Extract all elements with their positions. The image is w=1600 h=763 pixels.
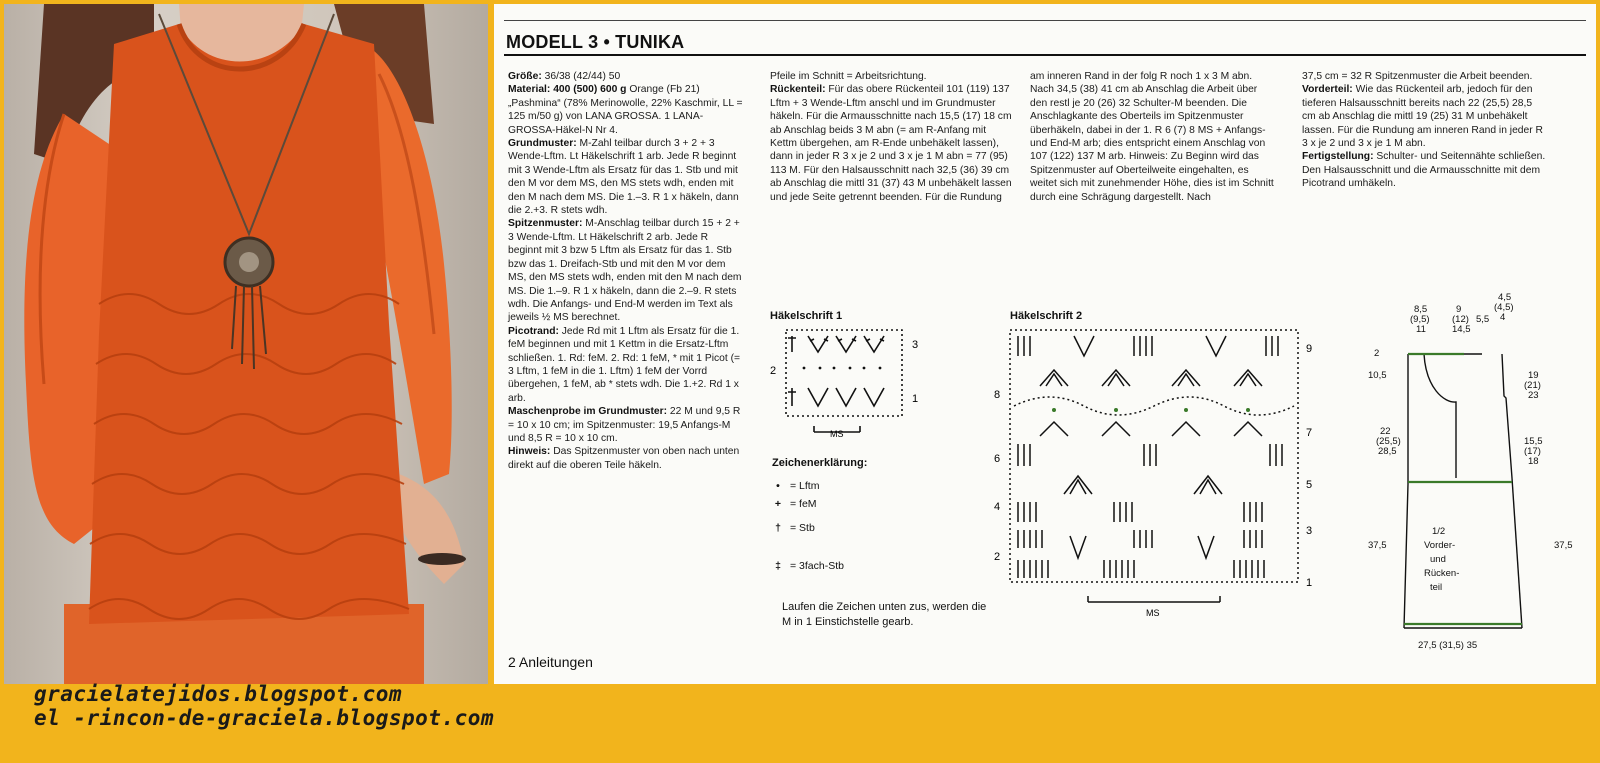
svg-text:9: 9	[1456, 304, 1462, 315]
instruction-text: 22 M und 9,5 R = 10 x 10 cm; im Spitzenmuster: 19,5 Anfangs-M und 8,5 R = 10 x 10 cm.	[508, 406, 741, 444]
d2-row-9: 9	[1306, 343, 1313, 355]
garment-schematic	[1364, 288, 1596, 658]
instruction-label: Spitzenmuster:	[508, 218, 583, 230]
instruction-paragraph	[508, 137, 744, 217]
instruction-label: Hinweis:	[508, 446, 551, 458]
svg-text:27,5 (31,5) 35: 27,5 (31,5) 35	[1418, 640, 1478, 651]
legend-symbol: +	[774, 498, 782, 510]
svg-text:19: 19	[1528, 370, 1539, 381]
d2-row-1: 1	[1306, 577, 1313, 589]
legend-label: = Stb	[790, 522, 815, 534]
text-column-4	[1302, 70, 1548, 191]
d1-row-1: 1	[912, 393, 919, 405]
legend-symbol: •	[776, 480, 780, 492]
text-column-2	[770, 70, 1012, 204]
instruction-text: Das Spitzenmuster von oben nach unten direkt auf die oberen Teile häkeln.	[508, 446, 740, 471]
instruction-paragraph	[1302, 83, 1548, 150]
instruction-label: Fertigstellung:	[1302, 151, 1374, 163]
legend-label: = Lftm	[790, 480, 820, 492]
instruction-text: Schulter- und Seitennähte schließen. Den Halsausschnitt und die Armausschnitte mit dem Picotrand umhäkeln.	[1302, 151, 1546, 190]
svg-text:(9,5): (9,5)	[1410, 314, 1430, 325]
svg-text:10,5: 10,5	[1368, 370, 1387, 381]
svg-text:18: 18	[1528, 456, 1539, 467]
title-underline	[504, 54, 1586, 56]
instruction-text: M-Anschlag teilbar durch 15 + 2 + 3 Wende-Lftm. Lt Häkelschrift 2 arb. Jede R beginnt mit 3 bzw 5 Lftm als Ersatz für das 1. Stb bzw das 1. Dreifach-Stb und mit den M vor dem MS, den MS stets wdh, enden mit den M nach dem MS. Die 1.–9. R 1 x häkeln, dann die 2.–9. R stets wdh. Die Anfangs- und End-M werden im Text als jeweils ½ MS berechnet.	[508, 218, 742, 324]
svg-text:teil: teil	[1430, 582, 1443, 593]
instruction-paragraph	[508, 405, 744, 445]
svg-text:37,5: 37,5	[1554, 540, 1573, 551]
diagram-1-title: Häkelschrift 1	[770, 310, 843, 322]
legend-label: = 3fach-Stb	[790, 560, 844, 572]
instruction-label: Grundmuster:	[508, 138, 577, 150]
svg-text:Vorder-: Vorder-	[1424, 540, 1456, 551]
title-rule	[504, 20, 1586, 21]
tunic-photo-illustration	[4, 4, 488, 684]
crochet-chart-1	[764, 326, 934, 446]
svg-text:(25,5): (25,5)	[1376, 436, 1401, 447]
svg-text:2: 2	[1374, 348, 1380, 359]
d1-row-2: 2	[770, 365, 777, 377]
legend-item-fem	[772, 498, 817, 510]
crochet-chart-2	[984, 326, 1340, 626]
pattern-page	[494, 4, 1596, 684]
diagram-2-title: Häkelschrift 2	[1010, 310, 1083, 322]
d2-row-4: 4	[994, 501, 1001, 513]
svg-text:4: 4	[1500, 312, 1506, 323]
instruction-text: am inneren Rand in der folg R noch 1 x 3 M abn. Nach 34,5 (38) 41 cm ab Anschlag die Arbeit über den restl je 20 (26) 32 Schulter-M beenden. Die Anschlagkante des Oberteils im Spitzenmuster überhäkeln, dabei in der 1. R 6 (7) 8 MS + Anfangs- und End-M arb; dies entspricht einem Anschlag von 107 (122) 137 M arb. Hinweis: Zu Beginn wird das Spitzenmuster auf Oberteilweite eingehalten, es weitet sich mit zunehmender Höhe, dies ist im Schnitt durch eine Schrägung dargestellt. Nach	[1030, 71, 1274, 203]
d1-repeat-label: MS	[830, 429, 844, 439]
text-column-1	[508, 70, 744, 472]
instruction-text: Orange (Fb 21) „Pashmina“ (78% Merinowolle, 22% Kaschmir, LL = 125 m/50 g) von LANA GROSSA. 1 LANA-GROSSA-Häkel-N Nr 4.	[508, 84, 743, 136]
legend-title: Zeichenerklärung:	[772, 457, 868, 469]
instruction-text: Für das obere Rückenteil 101 (119) 137 Lftm + 3 Wende-Lftm anschl und im Grundmuster häkeln. Für die Armausschnitte nach 15,5 (17) 18 cm ab Anschlag beids 3 M abn (= am R-Anfang mit Kettm übergehen, am R-Ende unbehäkelt lassen), dann in jeder R 3 x je 2 und 3 x je 1 M abn = 77 (95) 113 M. Für den Halsausschnitt nach 32,5 (36) 39 cm ab Anschlag die mittl 31 (37) 43 M unbehäkelt lassen und jede Seite getrennt beenden. Für die Rundung	[770, 84, 1012, 203]
svg-text:37,5: 37,5	[1368, 540, 1387, 551]
svg-text:23: 23	[1528, 390, 1539, 401]
text-column-3	[1030, 70, 1276, 204]
instruction-text: M-Zahl teilbar durch 3 + 2 + 3 Wende-Lftm. Lt Häkelschrift 1 arb. Jede R beginnt mit 3 Wende-Lftm als Ersatz für das 1. Stb und mit den M vor dem MS, den MS stets wdh, enden mit den M nach dem MS. Die 1.–3. R 1 x häkeln, dann die 2.+3. R stets wdh.	[508, 138, 739, 217]
instruction-paragraph	[1030, 70, 1276, 204]
legend-item-lftm	[772, 480, 819, 492]
svg-text:15,5: 15,5	[1524, 436, 1543, 447]
instruction-label: Picotrand:	[508, 325, 559, 337]
instruction-paragraph	[508, 325, 744, 405]
d2-repeat-label: MS	[1146, 608, 1160, 618]
svg-text:5,5: 5,5	[1476, 314, 1490, 325]
svg-text:8,5: 8,5	[1414, 304, 1428, 315]
svg-text:28,5: 28,5	[1378, 446, 1397, 457]
d2-row-8: 8	[994, 389, 1001, 401]
instruction-label: Maschenprobe im Grundmuster:	[508, 406, 668, 418]
legend-symbol: †	[775, 522, 781, 534]
instruction-paragraph	[508, 83, 744, 137]
instruction-label: Rückenteil:	[770, 84, 826, 96]
svg-text:14,5: 14,5	[1452, 324, 1471, 335]
svg-text:(12): (12)	[1452, 314, 1469, 325]
instruction-label: Größe:	[508, 71, 542, 82]
d2-row-2: 2	[994, 551, 1001, 563]
legend-item-3fach-stb	[772, 560, 844, 572]
legend-note: Laufen die Zeichen unten zus, werden die M in 1 Einstichstelle gearb.	[782, 601, 987, 628]
legend-label: = feM	[790, 498, 817, 510]
page-title: MODELL 3 • TUNIKA	[506, 32, 685, 52]
instruction-text: 37,5 cm = 32 R Spitzenmuster die Arbeit beenden.	[1302, 71, 1533, 82]
instruction-text: Jede Rd mit 1 Lftm als Ersatz für die 1. feM beginnen und mit 1 Kettm in die Ersatz-Lftm schließen. 1. Rd: feM. 2. Rd: 1 feM, * mit 1 Picot (= 3 Lftm, 1 feM in die 1. Lftm) 1 feM der Vorrd übergehen, 1 feM, ab * stets wdh. Die 1.+2. Rd 1 x arb.	[508, 325, 741, 404]
instruction-paragraph	[508, 445, 744, 472]
instruction-text: 36/38 (42/44) 50	[541, 71, 621, 82]
d2-row-3: 3	[1306, 525, 1313, 537]
d2-row-5: 5	[1306, 479, 1313, 491]
instruction-label: Vorderteil:	[1302, 84, 1353, 96]
d2-row-6: 6	[994, 453, 1001, 465]
svg-text:(4,5): (4,5)	[1494, 302, 1514, 313]
svg-text:(21): (21)	[1524, 380, 1541, 391]
legend-item-stb	[772, 522, 815, 534]
svg-text:(17): (17)	[1524, 446, 1541, 457]
instruction-text: Pfeile im Schnitt = Arbeitsrichtung.	[770, 71, 927, 82]
instruction-paragraph	[508, 217, 744, 324]
instruction-text: Wie das Rückenteil arb, jedoch für den tieferen Halsausschnitt bereits nach 22 (25,5) 28,5 cm ab Anschlag die mittl 19 (25) 31 M unbehäkelt lassen. Für die Rundung am inneren Rand in jeder R 3 x je 2 und 3 x je 1 M abn.	[1302, 84, 1543, 150]
svg-text:11: 11	[1416, 324, 1426, 335]
svg-text:Rücken-: Rücken-	[1424, 568, 1460, 579]
blog-link-1[interactable]: gracielatejidos.blogspot.com	[34, 682, 403, 706]
instruction-paragraph	[770, 83, 1012, 204]
svg-text:4,5: 4,5	[1498, 292, 1512, 303]
page-footer: 2 Anleitungen	[508, 654, 593, 670]
instruction-label: Material: 400 (500) 600 g	[508, 84, 627, 96]
d2-row-7: 7	[1306, 427, 1313, 439]
svg-text:1/2: 1/2	[1432, 526, 1446, 537]
svg-text:und: und	[1430, 554, 1446, 565]
d1-row-3: 3	[912, 339, 919, 351]
instruction-paragraph	[1302, 150, 1548, 190]
instruction-paragraph	[508, 70, 744, 83]
svg-text:22: 22	[1380, 426, 1391, 437]
product-photo	[4, 4, 488, 684]
instruction-paragraph	[770, 70, 1012, 83]
instruction-paragraph	[1302, 70, 1548, 83]
legend-symbol: ‡	[775, 560, 781, 572]
blog-link-2[interactable]: el -rincon-de-graciela.blogspot.com	[34, 706, 495, 730]
